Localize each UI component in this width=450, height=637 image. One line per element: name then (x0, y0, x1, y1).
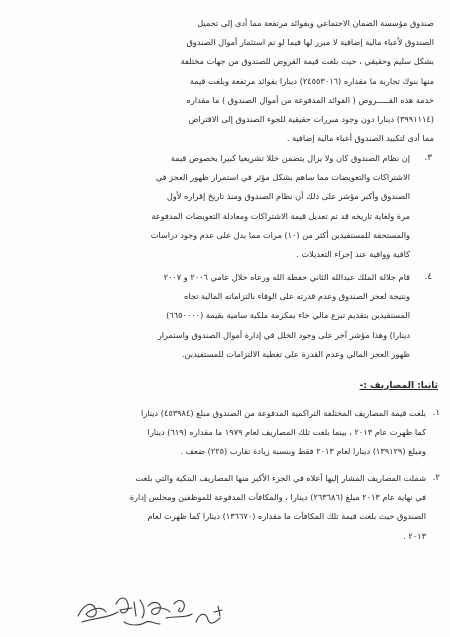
text-line: صندوق مؤسسة الضمان الاجتماعي وبفوائد مرتفعة مما أدى إلى تحميل (197, 18, 434, 28)
text-line: الاشتراكات والتعويضات مما ساهم بشكل مؤثر في استمرار ظهور العجز في (155, 172, 410, 183)
item-number: ٤. (424, 272, 432, 282)
text-line: الصندوق لأعباء مالية إضافية لا مبرر لها فيما لو تم استثمار أموال الصندوق (186, 37, 434, 48)
text-line: ٢٠١٣ . (403, 530, 426, 541)
paragraph-royal-donation (16, 268, 410, 364)
section-heading-expenses: ثانيا: المصاريف :- (359, 381, 438, 391)
text-line: قام جلالة الملك عبدالله الثاني حفظه الله ورعاه خلال عامي ٢٠٠٦ و ٢٠٠٧ (163, 272, 410, 282)
text-line: شملت المصاريف المشار إليها أعلاه في الجزء الأكبر منها المصاريف البنكية والتي بلغت (135, 473, 426, 483)
paragraph-loans (16, 14, 434, 148)
text-line: الصندوق وأكبر مؤشر على ذلك أن نظام الصندوق ومنذ تاريخ إقراره لأول (166, 191, 410, 202)
text-line: ومبلغ (١٣٩١٢٩) دينارا لعام ٢٠١٣ فقط وبنسبة زيادة تقارب (٢٢٥) ضعف . (180, 446, 426, 457)
paragraph-expenses-total (14, 404, 426, 462)
item-number: ١. (432, 408, 440, 418)
text-line: (٣٩٩١١١٤) دينارا دون وجود مبررات حقيقية للجوء الصندوق إلى الاقتراض (188, 113, 434, 124)
text-line: بشكل سليم وحقيقي ، حيث بلغت قيمة القروض للصندوق من جهات مختلفة (180, 56, 434, 67)
text-line: الصندوق حيث بلغت قيمة تلك المكافآت ما مقداره (١٣٦٦٧٠) دينارا كما ظهرت لعام (147, 511, 426, 522)
text-line: بلغت قيمة المصاريف المختلفة التراكمية المدفوعة من الصندوق مبلغ (٤٥٣٩٨٤) دينارا (141, 408, 426, 418)
text-line: ونتيجة لعجز الصندوق وعدم قدرته على الوفاء بالتزاماته المالية تجاه (184, 291, 410, 302)
text-line: ظهور العجز المالي وعدم القدرة على تغطية الالتزامات للمستفيدين. (181, 348, 410, 359)
text-line: دينارا) وهذا مؤشر آخر على وجود الخلل في إدارة أموال الصندوق واستمرار (157, 329, 410, 340)
text-line: والمستحقة للمستفيدين أكثر من (١٠) مرات مما يدل على عدم وجود دراسات (150, 229, 410, 240)
paragraph-legislative-flaw (16, 149, 410, 264)
text-line: المستفيدين بتقديم تبرع مالي جاء بمكرمة ملكية سامية بقيمة (٦٦٥٠٠٠٠) (166, 310, 410, 321)
text-line: مرة ولغاية تاريخه قد تم تعديل قيمة الاشتراكات ومعادلة التعويضات المدفوعة (151, 210, 410, 221)
text-line: كما ظهرت عام ٢٠١٣ ، بينما بلغت تلك المصاريف لعام ١٩٧٩ ما مقداره (٦١٩) دينارا (147, 427, 426, 438)
text-line: مما أدى لتكبيد الصندوق أعباء مالية إضافية . (286, 133, 434, 144)
text-line: خدمة هذه القـــــروض ( الفوائد المدفوعة من أموال الصندوق ) ما مقداره (186, 94, 434, 105)
text-line: في نهاية عام ٢٠١٣ مبلغ (٢٦٣٦٨٦) دينارا ، والمكافآت المدفوعة للموظفين ومجلس إدارة (129, 492, 426, 503)
text-line: كافية ووافية عند إجراء التعديلات . (296, 248, 410, 259)
item-number: ٢. (432, 473, 440, 483)
handwritten-signatures (70, 582, 250, 630)
text-line: إن نظام الصندوق كان ولا يزال يتضمن خللا تشريعيا كبيرا بخصوص قيمة (170, 153, 410, 163)
paragraph-expenses-breakdown (14, 469, 426, 546)
item-number: ٣. (424, 153, 432, 163)
text-line: منها بنوك تجارية ما مقداره (٢٤٥٥٣٠١٦) دينارا بفوائد مرتفعة وبلغت قيمة (189, 75, 434, 86)
